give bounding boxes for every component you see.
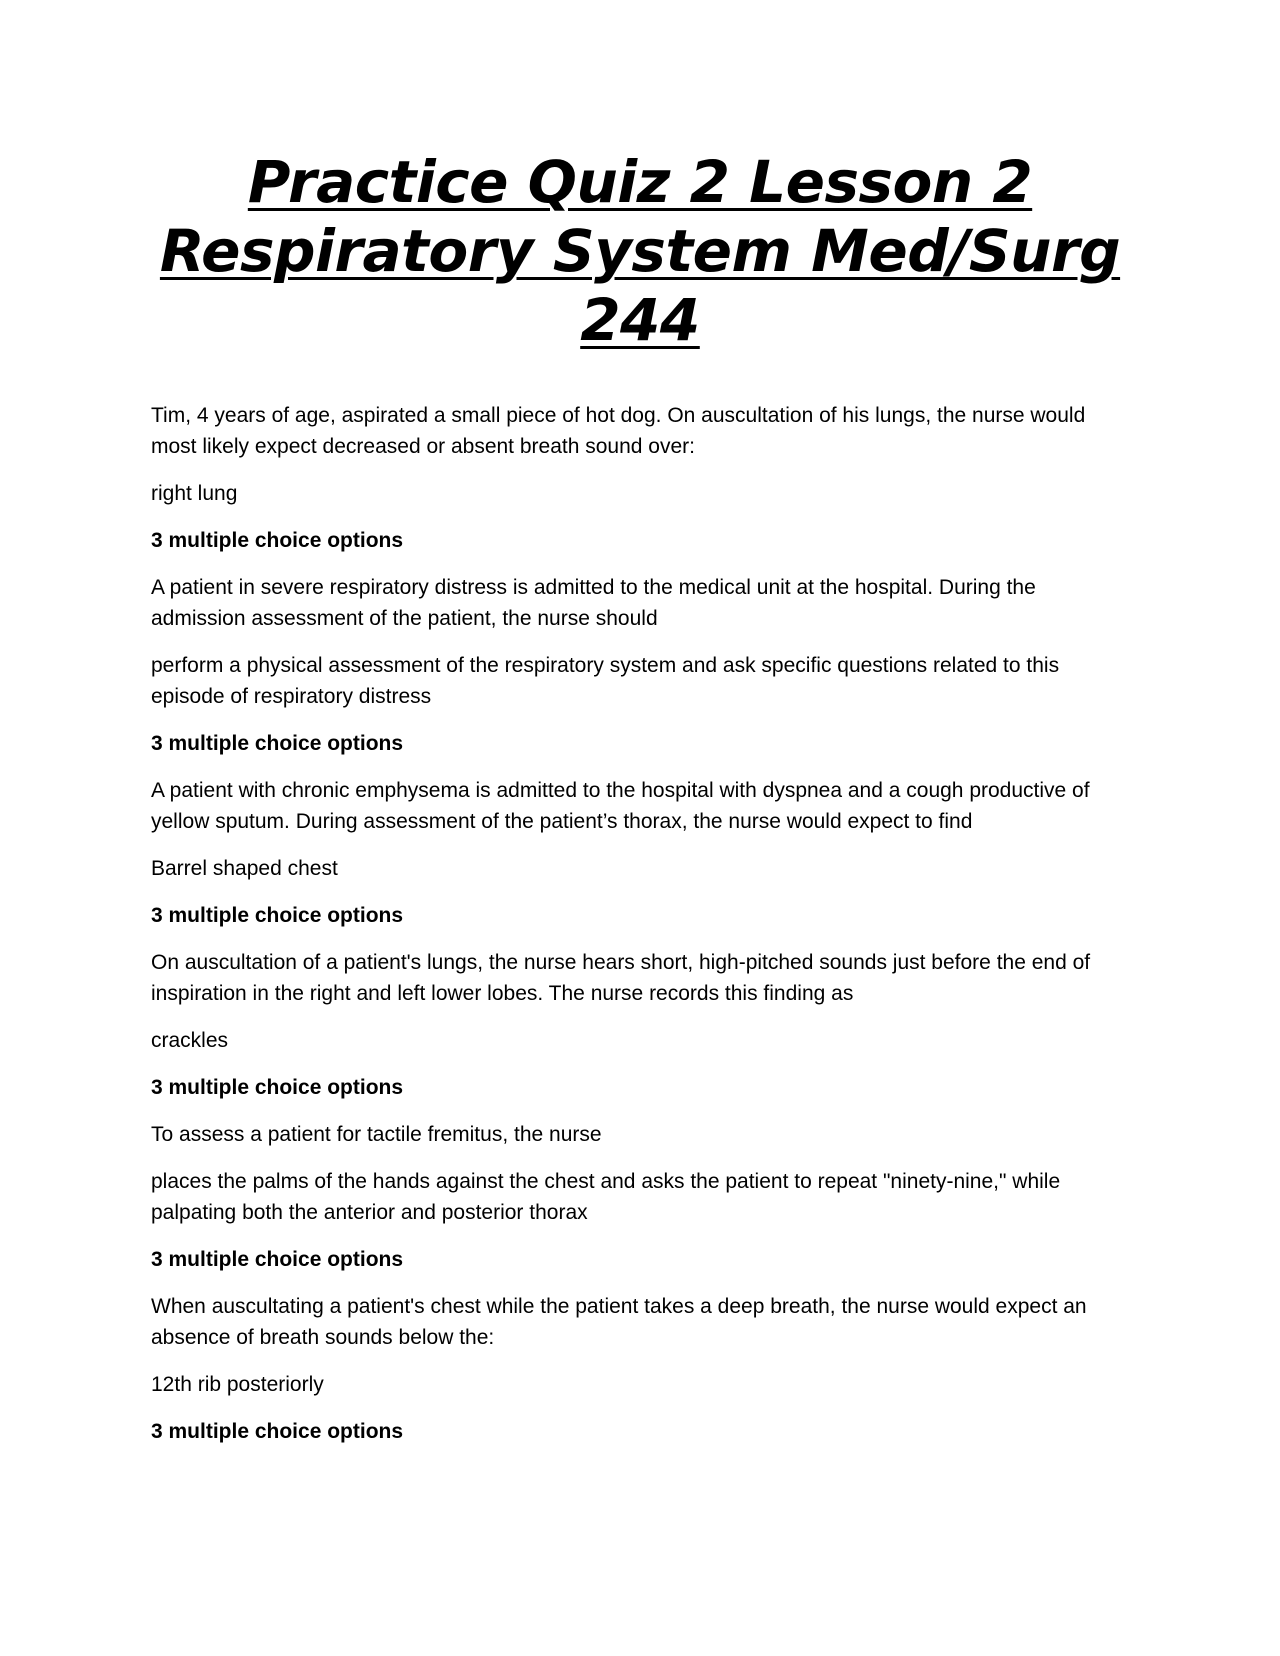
- options-note: 3 multiple choice options: [151, 904, 404, 927]
- answer-text: Barrel shaped chest: [151, 857, 338, 880]
- question-text: A patient with chronic emphysema is admitted to the hospital with dyspnea and a cough productive of yellow sputum. During assessment of the patient’s thorax, the nurse would expect to find: [151, 779, 1090, 833]
- answer-text: perform a physical assessment of the respiratory system and ask specific questions related to this episode of respiratory distress: [151, 654, 1060, 708]
- document-body: [151, 400, 1111, 1463]
- options-note: 3 multiple choice options: [151, 732, 404, 755]
- document-title: [120, 148, 1160, 355]
- document-title-text: Practice Quiz 2 Lesson 2 Respiratory System Med/Surg 244: [159, 148, 1121, 354]
- options-note: 3 multiple choice options: [151, 1420, 404, 1443]
- answer-text: crackles: [151, 1029, 229, 1052]
- question-text: When auscultating a patient's chest while the patient takes a deep breath, the nurse would expect an absence of breath sounds below the:: [151, 1295, 1087, 1349]
- options-note: 3 multiple choice options: [151, 1248, 404, 1271]
- answer-text: places the palms of the hands against the chest and asks the patient to repeat "ninety-nine," while palpating both the anterior and posterior thorax: [151, 1170, 1061, 1224]
- question-text: To assess a patient for tactile fremitus, the nurse: [151, 1123, 602, 1146]
- question-text: A patient in severe respiratory distress is admitted to the medical unit at the hospital. During the admission assessment of the patient, the nurse should: [151, 576, 1036, 630]
- answer-text: right lung: [151, 482, 238, 505]
- question-text: Tim, 4 years of age, aspirated a small piece of hot dog. On auscultation of his lungs, the nurse would most likely expect decreased or absent breath sound over:: [151, 404, 1086, 458]
- question-text: On auscultation of a patient's lungs, the nurse hears short, high-pitched sounds just before the end of inspiration in the right and left lower lobes. The nurse records this finding as: [151, 951, 1091, 1005]
- options-note: 3 multiple choice options: [151, 1076, 404, 1099]
- options-note: 3 multiple choice options: [151, 529, 404, 552]
- answer-text: 12th rib posteriorly: [151, 1373, 324, 1396]
